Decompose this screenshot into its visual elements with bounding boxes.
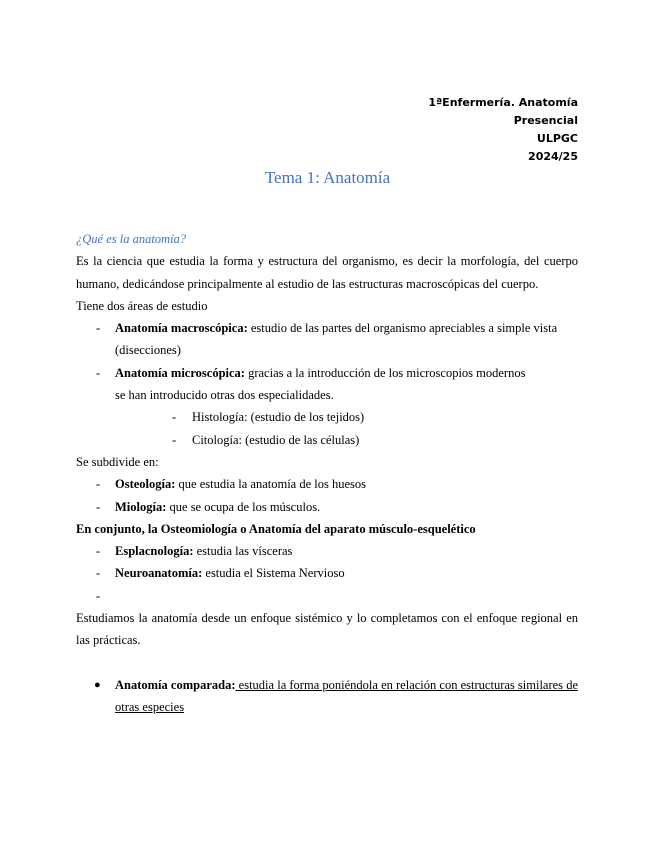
document-body bbox=[76, 228, 578, 718]
list-item-continuation: (disecciones) bbox=[115, 343, 181, 358]
dash-marker: - bbox=[96, 588, 101, 603]
dash-marker: - bbox=[96, 477, 101, 492]
dash-marker: - bbox=[172, 410, 177, 425]
subdivide-intro: Se subdivide en: bbox=[76, 454, 159, 469]
list-item-miologia bbox=[76, 496, 578, 518]
document-header bbox=[318, 94, 578, 166]
list-item-macroscopica bbox=[76, 317, 578, 339]
term-neuroanatomia: Neuroanatomía: bbox=[115, 566, 203, 581]
desc-neuroanatomia: estudia el Sistema Nervioso bbox=[202, 566, 345, 581]
list-item-comparada bbox=[76, 674, 578, 719]
list-item-esplacnologia bbox=[76, 540, 578, 562]
bullet-icon: ● bbox=[94, 678, 101, 691]
dash-marker: - bbox=[96, 321, 101, 336]
list-item-neuroanatomia bbox=[76, 562, 578, 584]
dash-marker: - bbox=[96, 544, 101, 559]
term-osteologia: Osteología: bbox=[115, 477, 176, 492]
approach-paragraph: Estudiamos la anatomía desde un enfoque sistémico y lo completamos con el enfoque regional en las prácticas. bbox=[76, 611, 578, 648]
conjunto-heading bbox=[76, 518, 578, 540]
desc-osteologia: que estudia la anatomía de los huesos bbox=[175, 477, 366, 492]
dash-marker: - bbox=[96, 365, 101, 380]
list-item-empty bbox=[76, 585, 578, 607]
list-item-continuation: se han introducido otras dos especialidades. bbox=[115, 388, 334, 403]
desc-esplacnologia: estudia las vísceras bbox=[193, 544, 293, 559]
histologia-text: Histología: (estudio de los tejidos) bbox=[192, 410, 365, 425]
term-esplacnologia: Esplacnología: bbox=[115, 544, 194, 559]
conjunto-text: En conjunto, la Osteomiología o Anatomía del aparato músculo-esquelético bbox=[76, 521, 476, 536]
page-title: Tema 1: Anatomía bbox=[264, 168, 391, 187]
dash-marker: - bbox=[96, 566, 101, 581]
term-microscopica: Anatomía microscópica: bbox=[115, 365, 245, 380]
header-modality: Presencial bbox=[513, 114, 578, 127]
citologia-text: Citología: (estudio de las células) bbox=[192, 432, 360, 447]
desc-microscopica: gracias a la introducción de los microscopios modernos bbox=[244, 365, 526, 380]
desc-comparada: estudia la forma poniéndola en relación con estructuras similares de otras especies bbox=[115, 677, 578, 714]
header-year: 2024/25 bbox=[528, 150, 578, 163]
term-macroscopica: Anatomía macroscópica: bbox=[115, 321, 248, 336]
list-item-osteologia bbox=[76, 473, 578, 495]
section-question: ¿Qué es la anatomía? bbox=[76, 232, 187, 246]
sublist-item-histologia bbox=[76, 406, 578, 428]
areas-intro: Tiene dos áreas de estudio bbox=[76, 298, 208, 313]
header-university: ULPGC bbox=[536, 132, 578, 145]
term-miologia: Miología: bbox=[115, 499, 167, 514]
term-comparada: Anatomía comparada: bbox=[115, 677, 236, 692]
sublist-item-citologia bbox=[76, 429, 578, 451]
header-course: 1ªEnfermería. Anatomía bbox=[428, 96, 578, 109]
dash-marker: - bbox=[172, 432, 177, 447]
list-item-microscopica bbox=[76, 362, 578, 384]
desc-macroscopica: estudio de las partes del organismo apreciables a simple vista bbox=[247, 321, 558, 336]
dash-marker: - bbox=[96, 499, 101, 514]
desc-miologia: que se ocupa de los músculos. bbox=[166, 499, 321, 514]
intro-paragraph: Es la ciencia que estudia la forma y estructura del organismo, es decir la morfología, del cuerpo humano, dedicándose principalmente al estudio de las estructuras macroscópicas del cuerpo. bbox=[76, 254, 578, 291]
spacer bbox=[76, 652, 578, 674]
